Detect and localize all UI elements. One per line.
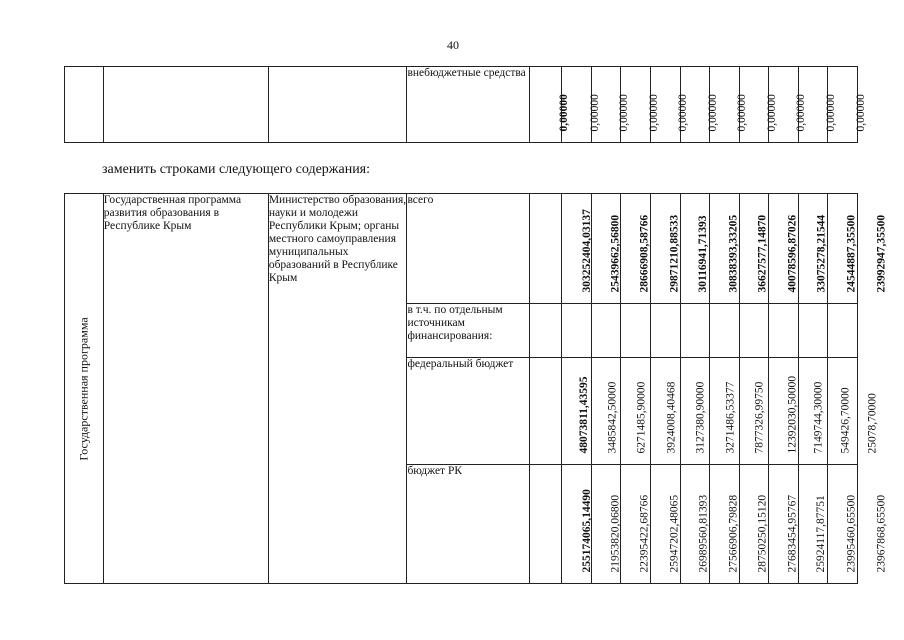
value-cell: 29871210,88533 <box>621 194 651 304</box>
value-cell: 33075278,21544 <box>769 194 799 304</box>
value-cell: 24544887,35500 <box>798 194 828 304</box>
value-cell: 21953820,06800 <box>562 465 592 584</box>
value-cell: 25078,70000 <box>828 358 858 465</box>
value-cell: 28666908,58766 <box>591 194 621 304</box>
value-cell: 0,00000 <box>769 67 799 143</box>
value-cell: 7877326,99750 <box>710 358 740 465</box>
value-cell: 25439662,56800 <box>562 194 592 304</box>
empty-cell <box>739 304 769 358</box>
value-cell: 25924117,87751 <box>769 465 799 584</box>
empty-cell <box>268 67 407 143</box>
value-cell: 549426,70000 <box>798 358 828 465</box>
value-cell: 3127380,90000 <box>651 358 681 465</box>
row-label-extrabudget: внебюджетные средства <box>407 67 529 143</box>
page-number: 40 <box>447 38 459 52</box>
value-cell: 3924008,40468 <box>621 358 651 465</box>
empty-cell <box>651 304 681 358</box>
empty-cell <box>680 304 710 358</box>
value-cell: 0,00000 <box>798 67 828 143</box>
top-table <box>64 66 867 143</box>
row-label-federal: федеральный бюджет <box>407 358 529 465</box>
empty-cell <box>103 67 268 143</box>
value-cell: 0,00000 <box>739 67 769 143</box>
value-cell: 0,00000 <box>680 67 710 143</box>
row-label-sources: в т.ч. по отдельным источникам финансирования: <box>407 304 529 358</box>
value-cell-total: 0,00000 <box>529 67 562 143</box>
value-cell: 3485842,50000 <box>562 358 592 465</box>
value-cell: 40078596,87026 <box>739 194 769 304</box>
value-cell: 22395422,68766 <box>591 465 621 584</box>
value-cell: 3271486,53377 <box>680 358 710 465</box>
value-cell-total: 255174065,14490 <box>529 465 562 584</box>
value-cell: 30838393,33205 <box>680 194 710 304</box>
value-cell: 28750250,15120 <box>710 465 740 584</box>
value-cell: 0,00000 <box>621 67 651 143</box>
empty-cell <box>828 304 858 358</box>
value-cell: 27566906,79828 <box>680 465 710 584</box>
value-cell: 30116941,71393 <box>651 194 681 304</box>
value-cell: 0,00000 <box>651 67 681 143</box>
empty-cell <box>798 304 828 358</box>
value-cell: 23967868,65500 <box>828 465 858 584</box>
executor-name: Министерство образования, науки и молодежи Республики Крым; органы местного самоуправления муниципальных образований в Республике Крым <box>268 194 407 584</box>
value-cell: 6271485,90000 <box>591 358 621 465</box>
value-cell: 26989560,81393 <box>651 465 681 584</box>
value-cell: 0,00000 <box>710 67 740 143</box>
empty-cell <box>621 304 651 358</box>
value-cell-total: 303252404,03137 <box>529 194 562 304</box>
row-label-total: всего <box>407 194 529 304</box>
value-cell: 36627577,14870 <box>710 194 740 304</box>
value-cell: 0,00000 <box>562 67 592 143</box>
value-cell: 25947202,48065 <box>621 465 651 584</box>
program-name: Государственная программа развития образования в Республике Крым <box>103 194 268 584</box>
value-cell: 7149744,30000 <box>769 358 799 465</box>
value-cell: 0,00000 <box>591 67 621 143</box>
empty-cell <box>529 304 562 358</box>
value-cell: 27683454,95767 <box>739 465 769 584</box>
value-cell-total: 48073811,43595 <box>529 358 562 465</box>
empty-cell <box>769 304 799 358</box>
replacement-heading: заменить строками следующего содержания: <box>102 162 371 177</box>
main-table <box>64 193 887 584</box>
empty-cell <box>591 304 621 358</box>
value-cell: 12392030,50000 <box>739 358 769 465</box>
empty-cell <box>65 67 104 143</box>
value-cell: 0,00000 <box>828 67 858 143</box>
empty-cell <box>562 304 592 358</box>
value-cell: 23992947,35500 <box>828 194 858 304</box>
row-title: Государственная программа <box>65 194 104 584</box>
row-label-regional: бюджет РК <box>407 465 529 584</box>
empty-cell <box>710 304 740 358</box>
value-cell: 23995460,65500 <box>798 465 828 584</box>
